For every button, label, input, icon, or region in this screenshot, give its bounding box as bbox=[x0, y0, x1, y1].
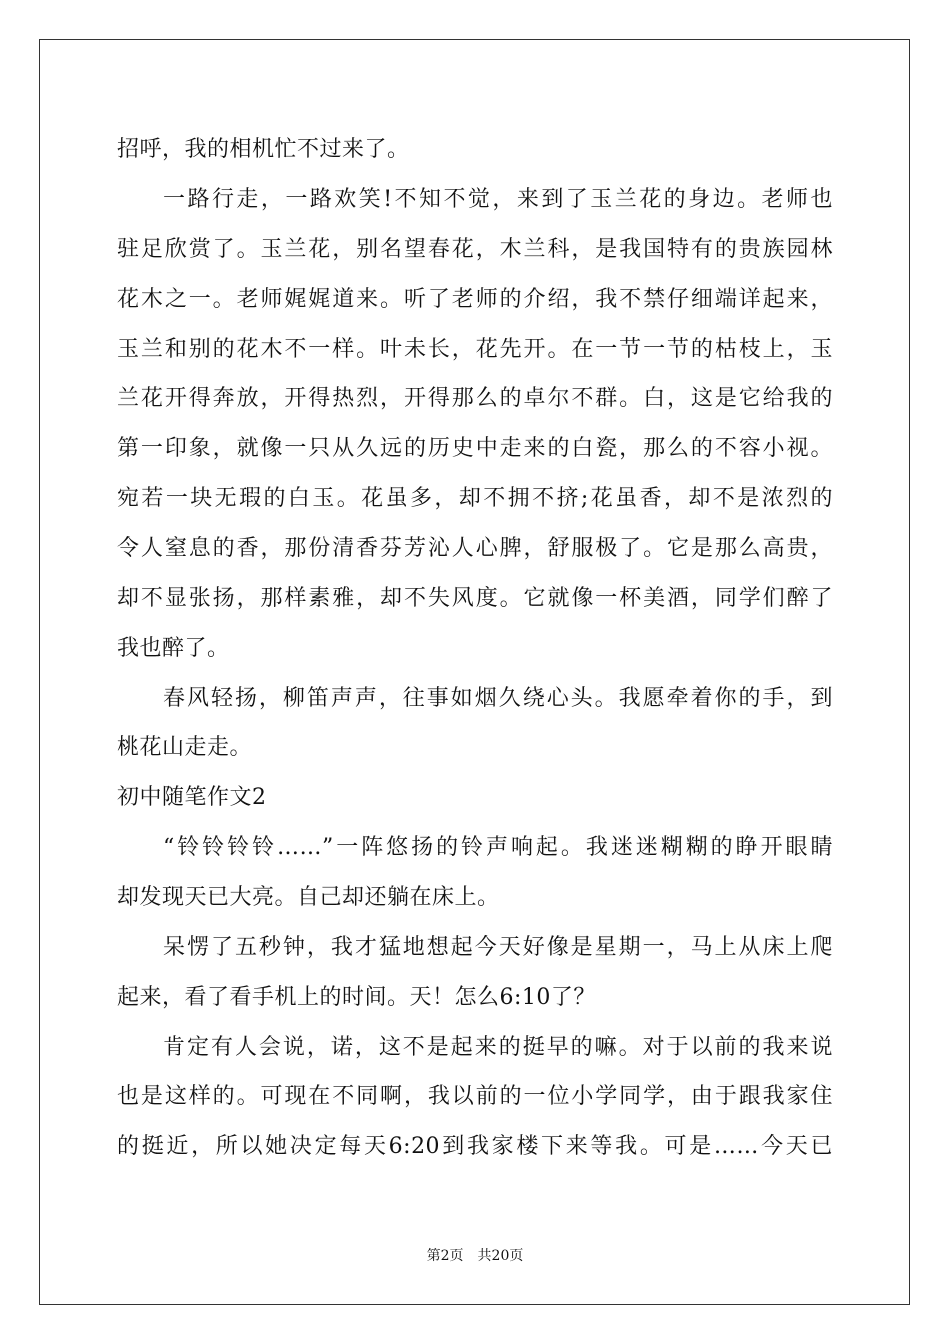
text-line: 驻足欣赏了。玉兰花，别名望春花，木兰科，是我国特有的贵族园林 bbox=[117, 237, 833, 262]
text-line: 起来，看了看手机上的时间。天！怎么6:10了？ bbox=[117, 985, 596, 1010]
text-line: 我也醉了。 bbox=[117, 636, 230, 661]
text-line: 却不显张扬，那样素雅，却不失风度。它就像一杯美酒，同学们醉了 bbox=[117, 586, 833, 611]
page-border bbox=[39, 39, 910, 1305]
text-line: 的挺近，所以她决定每天6:20到我家楼下来等我。可是……今天已 bbox=[117, 1134, 833, 1159]
text-line: 桃花山走走。 bbox=[117, 735, 253, 760]
text-line: 却发现天已大亮。自己却还躺在床上。 bbox=[117, 885, 500, 910]
text-line: 肯定有人会说，诺，这不是起来的挺早的嘛。对于以前的我来说 bbox=[163, 1035, 833, 1060]
text-line: 令人窒息的香，那份清香芬芳沁人心脾，舒服极了。它是那么高贵， bbox=[117, 536, 833, 561]
text-line: 宛若一块无瑕的白玉。花虽多，却不拥不挤;花虽香，却不是浓烈的 bbox=[117, 486, 833, 511]
text-line: 花木之一。老师娓娓道来。听了老师的介绍，我不禁仔细端详起来， bbox=[117, 287, 833, 312]
page-number-current: 第2页 bbox=[426, 1248, 464, 1264]
text-line: 玉兰和别的花木不一样。叶未长，花先开。在一节一节的枯枝上，玉 bbox=[117, 337, 833, 362]
page-number-total: 共20页 bbox=[477, 1248, 524, 1264]
text-line: 也是这样的。可现在不同啊，我以前的一位小学同学，由于跟我家住 bbox=[117, 1084, 833, 1109]
text-line: 兰花开得奔放，开得热烈，开得那么的卓尔不群。白，这是它给我的 bbox=[117, 386, 833, 411]
text-line: 呆愣了五秒钟，我才猛地想起今天好像是星期一，马上从床上爬 bbox=[163, 935, 833, 960]
text-line: “铃铃铃铃……”一阵悠扬的铃声响起。我迷迷糊糊的睁开眼睛 bbox=[163, 835, 833, 860]
page-footer bbox=[0, 1247, 950, 1265]
section-heading: 初中随笔作文2 bbox=[117, 785, 267, 810]
text-line: 第一印象，就像一只从久远的历史中走来的白瓷，那么的不容小视。 bbox=[117, 436, 833, 461]
text-line: 招呼，我的相机忙不过来了。 bbox=[117, 137, 410, 162]
text-line: 春风轻扬，柳笛声声，往事如烟久绕心头。我愿牵着你的手，到 bbox=[163, 686, 833, 711]
text-line: 一路行走，一路欢笑!不知不觉，来到了玉兰花的身边。老师也 bbox=[163, 187, 833, 212]
